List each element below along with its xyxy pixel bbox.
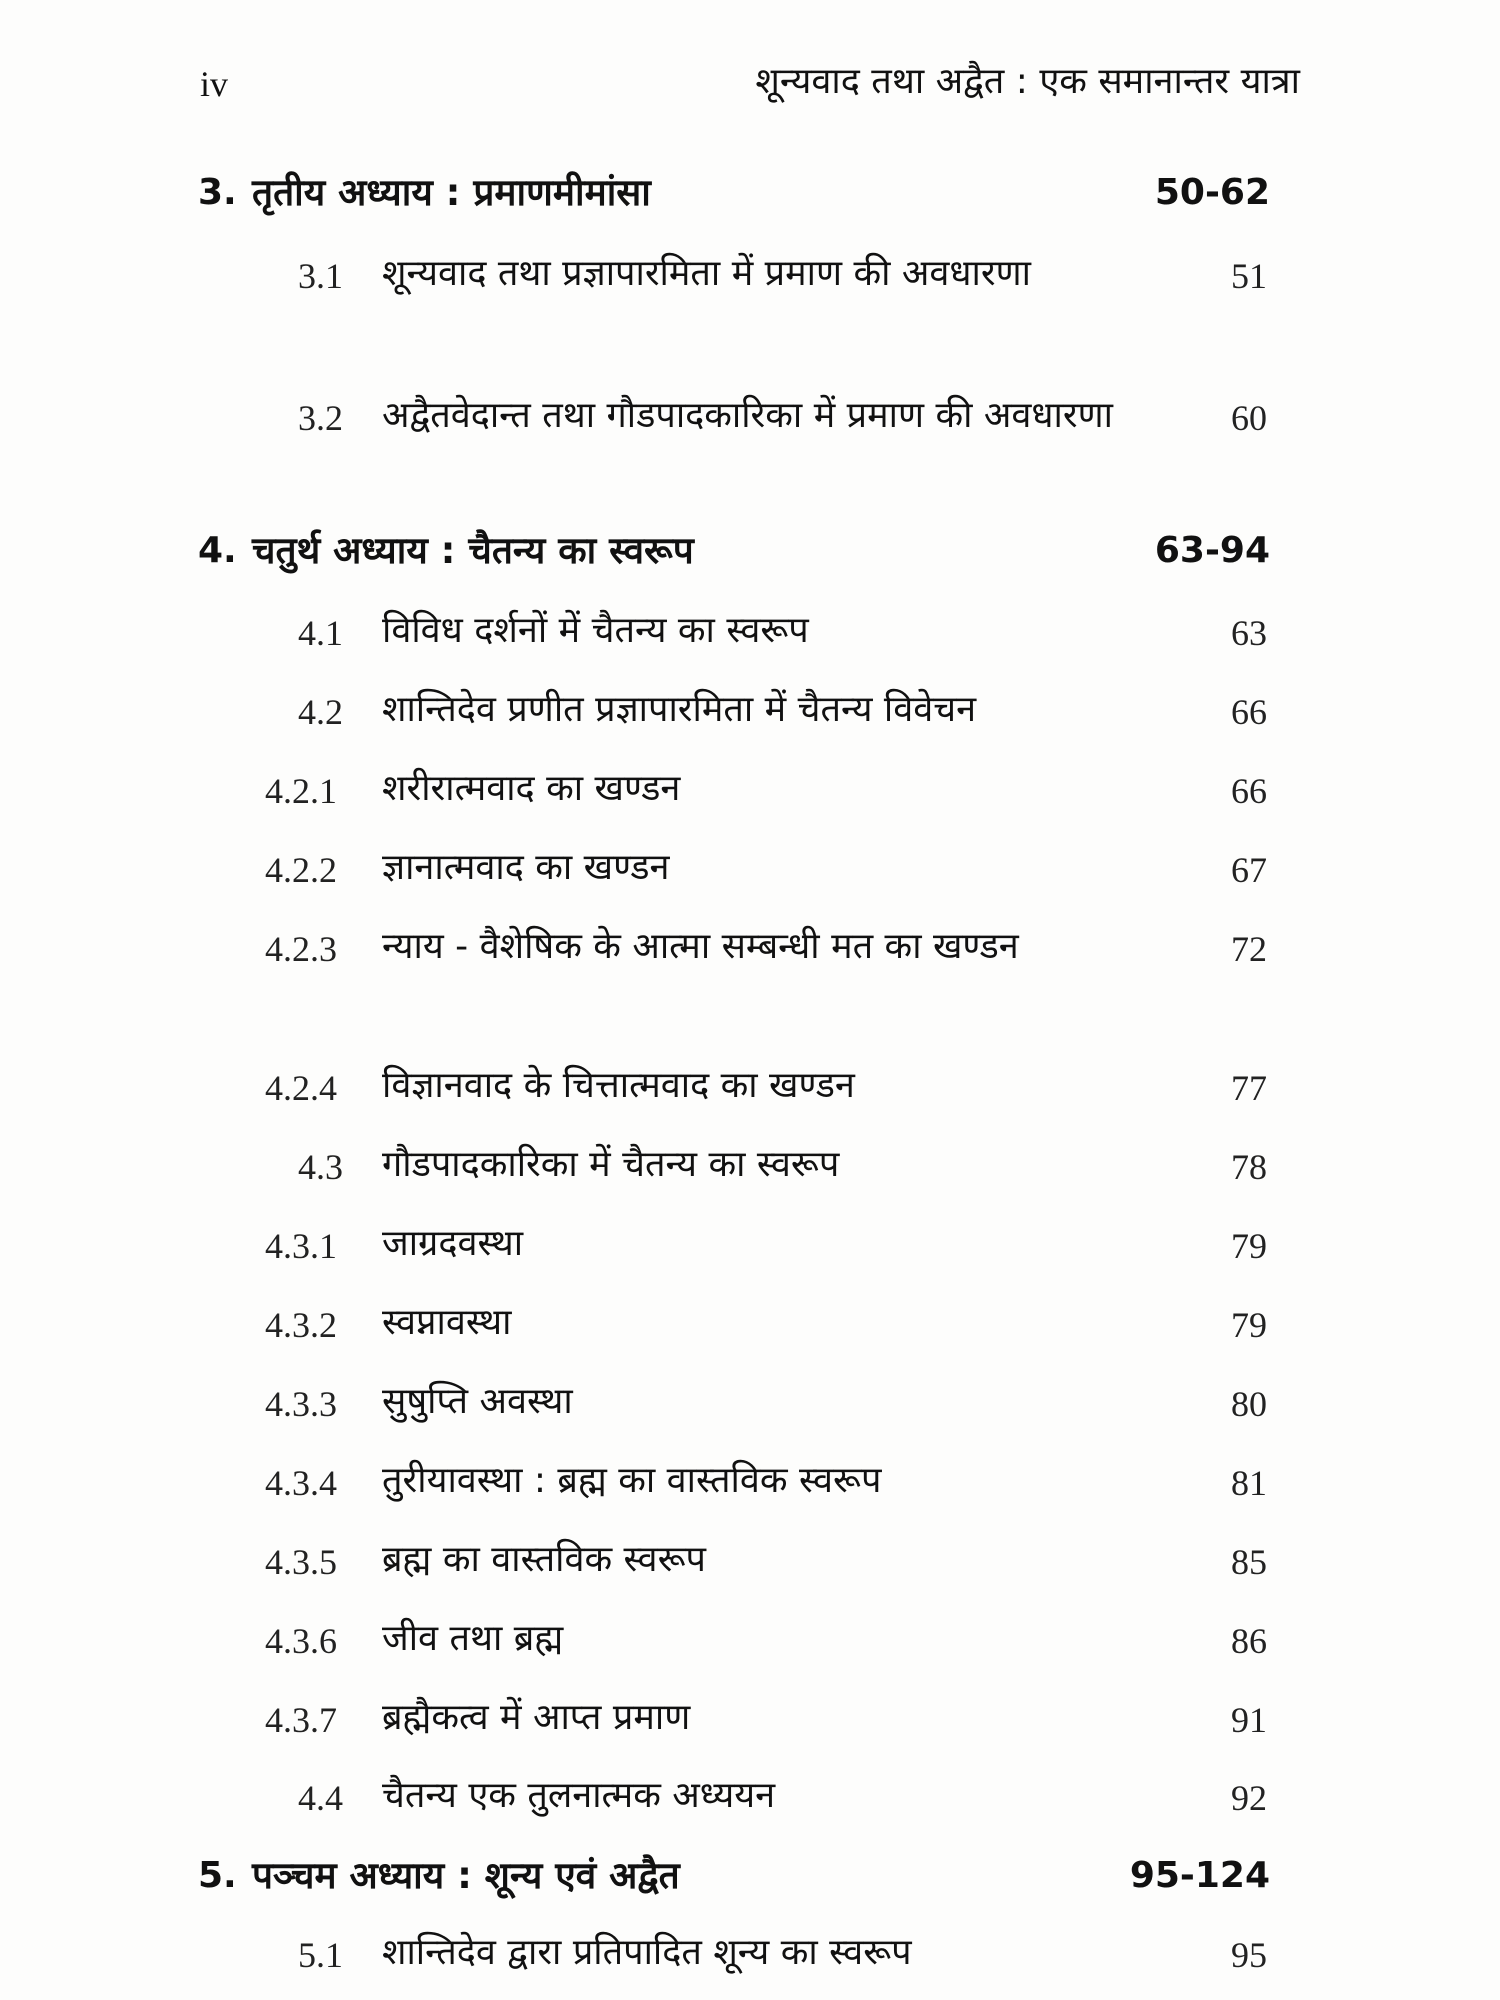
- page-header: [200, 55, 1300, 115]
- section-number: 4.2: [298, 692, 343, 732]
- chapter-number: 3.: [198, 172, 237, 213]
- section-number: 4.3.7: [265, 1700, 337, 1740]
- section-title: जाग्रदवस्था: [382, 1223, 524, 1264]
- section-page: 72: [1231, 929, 1267, 969]
- section-number: 3.2: [298, 398, 343, 438]
- section-title: ज्ञानात्मवाद का खण्डन: [382, 847, 670, 888]
- section-title: ब्रह्म का वास्तविक स्वरूप: [382, 1539, 706, 1580]
- section-title: गौडपादकारिका में चैतन्य का स्वरूप: [382, 1144, 840, 1185]
- section-page: 66: [1231, 771, 1267, 811]
- section-title: विविध दर्शनों में चैतन्य का स्वरूप: [382, 610, 809, 651]
- section-number: 5.1: [298, 1935, 343, 1975]
- section-page: 79: [1231, 1226, 1267, 1266]
- section-title: अद्वैतवेदान्त तथा गौडपादकारिका में प्रमाण की अवधारणा: [382, 395, 1113, 436]
- section-number: 4.2.3: [265, 929, 337, 969]
- chapter-page-range: 50-62: [1154, 172, 1270, 213]
- section-title: सुषुप्ति अवस्था: [382, 1381, 573, 1422]
- section-page: 92: [1231, 1778, 1267, 1818]
- chapter-page-range: 63-94: [1154, 530, 1270, 571]
- chapter-number: 5.: [198, 1855, 237, 1896]
- section-page: 86: [1231, 1621, 1267, 1661]
- section-title: शरीरात्मवाद का खण्डन: [382, 768, 681, 809]
- section-title: शून्यवाद तथा प्रज्ञापारमिता में प्रमाण की अवधारणा: [382, 253, 1031, 294]
- section-title: तुरीयावस्था : ब्रह्म का वास्तविक स्वरूप: [382, 1460, 882, 1501]
- section-number: 4.3.2: [265, 1305, 337, 1345]
- section-title: स्वप्नावस्था: [382, 1302, 512, 1343]
- section-number: 4.1: [298, 613, 343, 653]
- section-number: 4.3.3: [265, 1384, 337, 1424]
- section-number: 4.3.4: [265, 1463, 337, 1503]
- section-page: 81: [1231, 1463, 1267, 1503]
- section-number: 4.3.6: [265, 1621, 337, 1661]
- section-title: जीव तथा ब्रह्म: [382, 1618, 564, 1659]
- section-number: 4.2.2: [265, 850, 337, 890]
- chapter-number: 4.: [198, 530, 237, 571]
- section-page: 80: [1231, 1384, 1267, 1424]
- section-title: शान्तिदेव द्वारा प्रतिपादित शून्य का स्वरूप: [382, 1932, 912, 1973]
- section-page: 85: [1231, 1542, 1267, 1582]
- section-page: 51: [1231, 256, 1267, 296]
- section-title: विज्ञानवाद के चित्तात्मवाद का खण्डन: [382, 1065, 855, 1106]
- section-number: 4.3.5: [265, 1542, 337, 1582]
- section-page: 63: [1231, 613, 1267, 653]
- section-title: ब्रह्मैकत्व में आप्त प्रमाण: [382, 1697, 691, 1738]
- section-number: 4.3.1: [265, 1226, 337, 1266]
- section-page: 79: [1231, 1305, 1267, 1345]
- section-page: 60: [1231, 398, 1267, 438]
- section-page: 95: [1231, 1935, 1267, 1975]
- section-number: 4.2.4: [265, 1068, 337, 1108]
- section-title: शान्तिदेव प्रणीत प्रज्ञापारमिता में चैतन्य विवेचन: [382, 689, 977, 730]
- section-page: 78: [1231, 1147, 1267, 1187]
- section-number: 3.1: [298, 256, 343, 296]
- section-number: 4.2.1: [265, 771, 337, 811]
- chapter-title: तृतीय अध्याय : प्रमाणमीमांसा: [252, 171, 651, 214]
- section-page: 91: [1231, 1700, 1267, 1740]
- section-title: चैतन्य एक तुलनात्मक अध्ययन: [382, 1775, 776, 1816]
- chapter-title: चतुर्थ अध्याय : चैतन्य का स्वरूप: [252, 529, 694, 572]
- chapter-page-range: 95-124: [1129, 1855, 1270, 1896]
- chapter-title: पञ्चम अध्याय : शून्य एवं अद्वैत: [252, 1854, 680, 1897]
- section-page: 67: [1231, 850, 1267, 890]
- page-number: iv: [200, 64, 229, 104]
- section-number: 4.3: [298, 1147, 343, 1187]
- section-page: 77: [1231, 1068, 1267, 1108]
- section-page: 66: [1231, 692, 1267, 732]
- section-title: न्याय - वैशेषिक के आत्मा सम्बन्धी मत का खण्डन: [382, 926, 1019, 967]
- section-number: 4.4: [298, 1778, 343, 1818]
- running-title: शून्यवाद तथा अद्वैत : एक समानान्तर यात्रा: [755, 61, 1300, 102]
